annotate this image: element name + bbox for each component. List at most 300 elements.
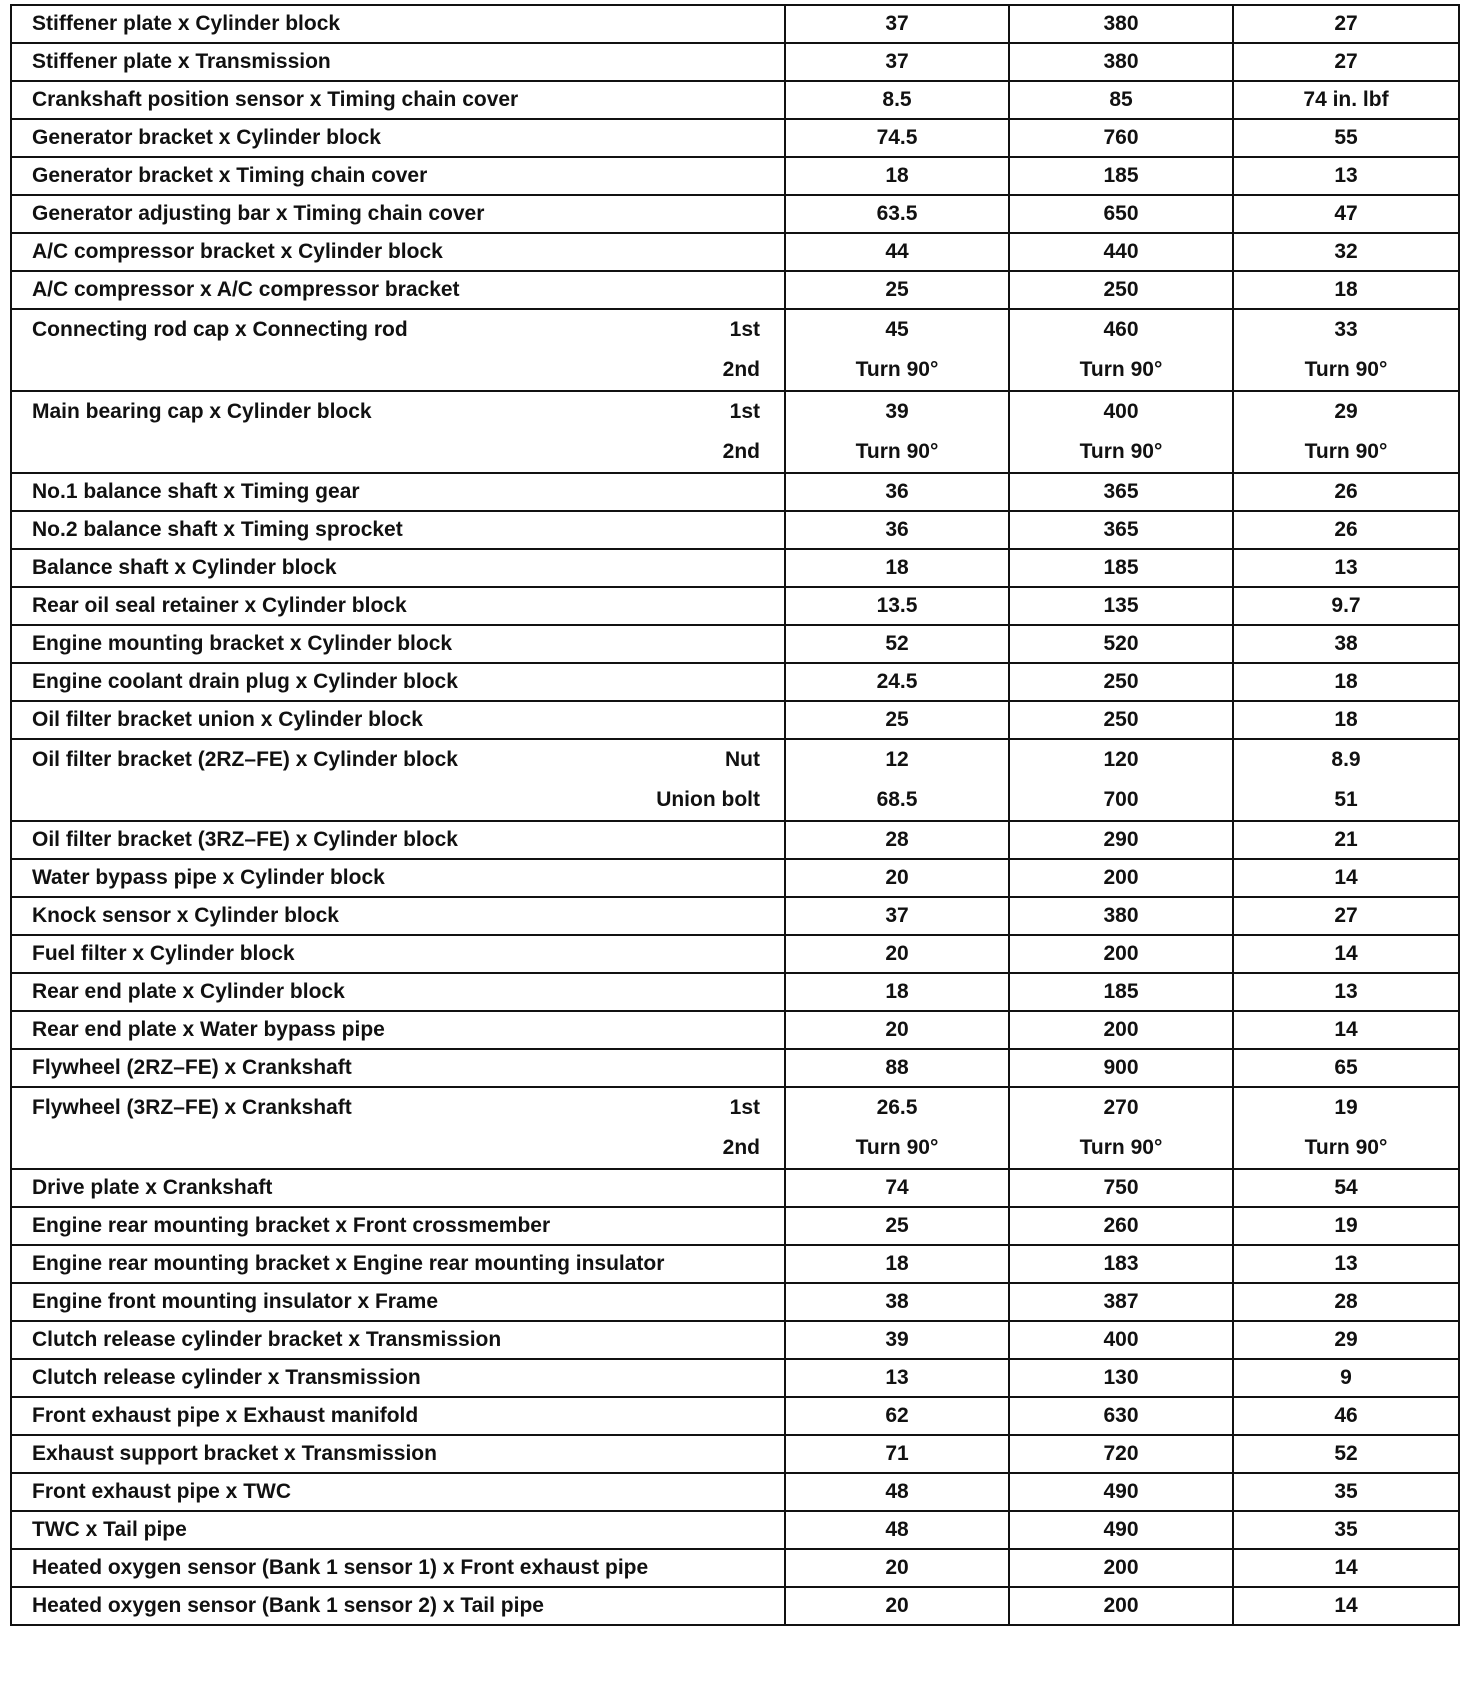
value-nm: 62 [885, 1404, 909, 1427]
part-name: Flywheel (2RZ–FE) x Crankshaft [32, 1056, 352, 1079]
value-kgfcm: 200 [1103, 866, 1139, 889]
value-nm: 13.5 [876, 594, 918, 617]
value-cell-nm [785, 1087, 1009, 1169]
part-cell [11, 511, 785, 549]
value-cell-nm [785, 195, 1009, 233]
table-row [11, 821, 1459, 859]
value-cell-kgfcm [1009, 5, 1233, 43]
table-row [11, 1397, 1459, 1435]
part-name: Rear end plate x Cylinder block [32, 980, 345, 1003]
value-nm: Turn 90° [855, 358, 939, 381]
value-cell-nm [785, 587, 1009, 625]
part-name: Generator adjusting bar x Timing chain cover [32, 202, 485, 225]
value-ftlbf: 29 [1334, 400, 1358, 423]
torque-table-body [11, 5, 1459, 1625]
value-kgfcm: Turn 90° [1079, 358, 1163, 381]
value-cell-ftlbf [1233, 663, 1459, 701]
value-cell-ftlbf [1233, 859, 1459, 897]
value-kgfcm: 490 [1103, 1518, 1139, 1541]
value-ftlbf: 13 [1334, 556, 1358, 579]
table-row [11, 391, 1459, 473]
value-cell-nm [785, 935, 1009, 973]
value-nm: 48 [885, 1480, 909, 1503]
value-nm: 71 [885, 1442, 909, 1465]
value-cell-kgfcm [1009, 625, 1233, 663]
value-kgfcm: 440 [1103, 240, 1139, 263]
value-cell-nm [785, 43, 1009, 81]
value-cell-kgfcm [1009, 195, 1233, 233]
part-name: A/C compressor x A/C compressor bracket [32, 278, 460, 301]
table-row [11, 1549, 1459, 1587]
value-ftlbf: 9.7 [1331, 594, 1361, 617]
value-cell-nm [785, 1587, 1009, 1625]
value-nm: 20 [885, 1556, 909, 1579]
value-ftlbf: 47 [1334, 202, 1358, 225]
part-name: Engine rear mounting bracket x Engine rear mounting insulator [32, 1252, 665, 1275]
value-cell-kgfcm [1009, 1549, 1233, 1587]
table-row [11, 1245, 1459, 1283]
value-cell-ftlbf [1233, 119, 1459, 157]
part-name: Heated oxygen sensor (Bank 1 sensor 2) x Tail pipe [32, 1594, 544, 1617]
value-nm: 25 [885, 708, 909, 731]
table-row [11, 1359, 1459, 1397]
table-row [11, 5, 1459, 43]
value-ftlbf: Turn 90° [1304, 440, 1388, 463]
value-cell-ftlbf [1233, 1511, 1459, 1549]
value-cell-nm [785, 859, 1009, 897]
value-kgfcm: 520 [1103, 632, 1139, 655]
value-cell-nm [785, 157, 1009, 195]
value-nm: 13 [885, 1366, 909, 1389]
part-cell [11, 1359, 785, 1397]
value-ftlbf: 8.9 [1331, 748, 1361, 771]
part-name: Generator bracket x Timing chain cover [32, 164, 428, 187]
value-ftlbf: 19 [1334, 1214, 1358, 1237]
value-nm: 8.5 [882, 88, 912, 111]
table-row [11, 1011, 1459, 1049]
part-cell [11, 309, 785, 391]
value-cell-kgfcm [1009, 271, 1233, 309]
value-nm: 28 [885, 828, 909, 851]
value-cell-ftlbf [1233, 473, 1459, 511]
part-cell [11, 1587, 785, 1625]
part-name: Generator bracket x Cylinder block [32, 126, 381, 149]
value-nm: 45 [885, 318, 909, 341]
value-ftlbf: 28 [1334, 1290, 1358, 1313]
value-cell-nm [785, 1397, 1009, 1435]
table-row [11, 739, 1459, 821]
step-label: 1st [729, 1096, 760, 1119]
value-cell-kgfcm [1009, 1245, 1233, 1283]
part-cell [11, 1435, 785, 1473]
table-row [11, 157, 1459, 195]
value-ftlbf: 33 [1334, 318, 1358, 341]
step-label: 1st [729, 318, 760, 341]
value-cell-ftlbf [1233, 821, 1459, 859]
value-cell-nm [785, 1435, 1009, 1473]
part-name: Connecting rod cap x Connecting rod [32, 318, 408, 341]
value-ftlbf: 27 [1334, 12, 1358, 35]
value-kgfcm: 700 [1103, 788, 1139, 811]
value-kgfcm: 270 [1103, 1096, 1139, 1119]
part-cell [11, 549, 785, 587]
part-name: Stiffener plate x Cylinder block [32, 12, 341, 35]
value-kgfcm: 183 [1103, 1252, 1139, 1275]
value-kgfcm: 185 [1103, 980, 1139, 1003]
value-cell-nm [785, 271, 1009, 309]
value-cell-kgfcm [1009, 1207, 1233, 1245]
value-cell-nm [785, 81, 1009, 119]
part-cell [11, 1397, 785, 1435]
value-cell-kgfcm [1009, 935, 1233, 973]
value-nm: 36 [885, 480, 909, 503]
part-name: Knock sensor x Cylinder block [32, 904, 339, 927]
value-cell-ftlbf [1233, 1435, 1459, 1473]
table-row [11, 1473, 1459, 1511]
part-name: No.1 balance shaft x Timing gear [32, 480, 360, 503]
table-row [11, 43, 1459, 81]
value-nm: 25 [885, 1214, 909, 1237]
value-ftlbf: 27 [1334, 50, 1358, 73]
value-cell-kgfcm [1009, 897, 1233, 935]
value-nm: 24.5 [876, 670, 918, 693]
value-kgfcm: 380 [1103, 12, 1139, 35]
part-cell [11, 1207, 785, 1245]
part-cell [11, 391, 785, 473]
table-row [11, 935, 1459, 973]
value-ftlbf: 26 [1334, 480, 1358, 503]
value-cell-nm [785, 1321, 1009, 1359]
value-ftlbf: 35 [1334, 1518, 1358, 1541]
part-name: No.2 balance shaft x Timing sprocket [32, 518, 403, 541]
value-ftlbf: 46 [1334, 1404, 1358, 1427]
value-nm: 39 [885, 400, 909, 423]
part-cell [11, 625, 785, 663]
table-row [11, 1169, 1459, 1207]
value-cell-kgfcm [1009, 233, 1233, 271]
value-cell-ftlbf [1233, 1011, 1459, 1049]
part-cell [11, 663, 785, 701]
value-cell-nm [785, 1245, 1009, 1283]
value-cell-kgfcm [1009, 739, 1233, 821]
value-cell-ftlbf [1233, 43, 1459, 81]
part-name: Rear oil seal retainer x Cylinder block [32, 594, 407, 617]
value-kgfcm: 380 [1103, 904, 1139, 927]
value-kgfcm: 250 [1103, 708, 1139, 731]
value-cell-nm [785, 1549, 1009, 1587]
value-ftlbf: 18 [1334, 708, 1358, 731]
value-ftlbf: 32 [1334, 240, 1358, 263]
table-row [11, 625, 1459, 663]
value-cell-ftlbf [1233, 1087, 1459, 1169]
value-cell-ftlbf [1233, 1359, 1459, 1397]
value-cell-kgfcm [1009, 309, 1233, 391]
part-cell [11, 43, 785, 81]
value-cell-kgfcm [1009, 391, 1233, 473]
value-ftlbf: 35 [1334, 1480, 1358, 1503]
value-cell-kgfcm [1009, 973, 1233, 1011]
table-row [11, 233, 1459, 271]
value-cell-nm [785, 1169, 1009, 1207]
value-kgfcm: 185 [1103, 556, 1139, 579]
value-cell-ftlbf [1233, 1169, 1459, 1207]
part-name: Drive plate x Crankshaft [32, 1176, 273, 1199]
value-cell-nm [785, 1473, 1009, 1511]
part-name: Crankshaft position sensor x Timing chain cover [32, 88, 519, 111]
part-cell [11, 1245, 785, 1283]
table-row [11, 549, 1459, 587]
value-nm: 39 [885, 1328, 909, 1351]
step-label: 2nd [722, 440, 760, 463]
value-cell-ftlbf [1233, 739, 1459, 821]
value-nm: 38 [885, 1290, 909, 1313]
value-cell-nm [785, 1011, 1009, 1049]
table-row [11, 663, 1459, 701]
value-kgfcm: 250 [1103, 278, 1139, 301]
value-ftlbf: 13 [1334, 164, 1358, 187]
part-cell [11, 1473, 785, 1511]
table-row [11, 1587, 1459, 1625]
value-cell-nm [785, 511, 1009, 549]
value-cell-nm [785, 549, 1009, 587]
value-ftlbf: 38 [1334, 632, 1358, 655]
value-kgfcm: 185 [1103, 164, 1139, 187]
value-nm: 48 [885, 1518, 909, 1541]
value-cell-ftlbf [1233, 1587, 1459, 1625]
value-cell-ftlbf [1233, 1397, 1459, 1435]
part-cell [11, 157, 785, 195]
value-cell-kgfcm [1009, 1283, 1233, 1321]
value-ftlbf: 14 [1334, 1556, 1358, 1579]
part-name: Flywheel (3RZ–FE) x Crankshaft [32, 1096, 352, 1119]
part-cell [11, 859, 785, 897]
value-kgfcm: 400 [1103, 400, 1139, 423]
value-ftlbf: 27 [1334, 904, 1358, 927]
value-kgfcm: 200 [1103, 1018, 1139, 1041]
value-ftlbf: 14 [1334, 1594, 1358, 1617]
value-kgfcm: 365 [1103, 518, 1139, 541]
value-ftlbf: 18 [1334, 278, 1358, 301]
value-ftlbf: 18 [1334, 670, 1358, 693]
step-label: 1st [729, 400, 760, 423]
value-cell-kgfcm [1009, 1011, 1233, 1049]
value-nm: 12 [885, 748, 909, 771]
part-cell [11, 973, 785, 1011]
value-cell-nm [785, 1283, 1009, 1321]
table-row [11, 1435, 1459, 1473]
value-cell-kgfcm [1009, 859, 1233, 897]
part-cell [11, 5, 785, 43]
table-row [11, 473, 1459, 511]
part-cell [11, 81, 785, 119]
value-nm: 20 [885, 1594, 909, 1617]
value-cell-nm [785, 473, 1009, 511]
value-kgfcm: 750 [1103, 1176, 1139, 1199]
value-cell-ftlbf [1233, 625, 1459, 663]
table-row [11, 1321, 1459, 1359]
value-cell-nm [785, 739, 1009, 821]
part-name: Water bypass pipe x Cylinder block [32, 866, 385, 889]
value-ftlbf: 14 [1334, 866, 1358, 889]
part-cell [11, 897, 785, 935]
part-cell [11, 1511, 785, 1549]
value-nm: 18 [885, 556, 909, 579]
value-ftlbf: Turn 90° [1304, 358, 1388, 381]
table-row [11, 973, 1459, 1011]
value-cell-ftlbf [1233, 587, 1459, 625]
value-cell-kgfcm [1009, 549, 1233, 587]
value-ftlbf: 9 [1340, 1366, 1352, 1389]
table-row [11, 195, 1459, 233]
value-cell-ftlbf [1233, 1283, 1459, 1321]
value-cell-nm [785, 1359, 1009, 1397]
value-nm: 20 [885, 942, 909, 965]
part-name: Clutch release cylinder bracket x Transmission [32, 1328, 502, 1351]
value-nm: 68.5 [876, 788, 918, 811]
part-name: A/C compressor bracket x Cylinder block [32, 240, 443, 263]
part-cell [11, 119, 785, 157]
value-cell-kgfcm [1009, 43, 1233, 81]
value-nm: 20 [885, 866, 909, 889]
part-cell [11, 1049, 785, 1087]
value-ftlbf: 54 [1334, 1176, 1358, 1199]
part-name: Main bearing cap x Cylinder block [32, 400, 372, 423]
table-row [11, 511, 1459, 549]
value-cell-kgfcm [1009, 587, 1233, 625]
part-name: Engine front mounting insulator x Frame [32, 1290, 439, 1313]
value-ftlbf: 51 [1334, 788, 1358, 811]
value-cell-ftlbf [1233, 1245, 1459, 1283]
value-cell-ftlbf [1233, 309, 1459, 391]
part-cell [11, 1283, 785, 1321]
table-row [11, 897, 1459, 935]
value-cell-kgfcm [1009, 1511, 1233, 1549]
value-kgfcm: 630 [1103, 1404, 1139, 1427]
part-cell [11, 271, 785, 309]
value-cell-nm [785, 701, 1009, 739]
value-cell-ftlbf [1233, 549, 1459, 587]
value-kgfcm: Turn 90° [1079, 440, 1163, 463]
value-kgfcm: 200 [1103, 1556, 1139, 1579]
value-nm: 52 [885, 632, 909, 655]
table-row [11, 1207, 1459, 1245]
part-name: Stiffener plate x Transmission [32, 50, 331, 73]
part-name: Engine coolant drain plug x Cylinder block [32, 670, 458, 693]
value-cell-kgfcm [1009, 701, 1233, 739]
value-cell-ftlbf [1233, 5, 1459, 43]
value-cell-ftlbf [1233, 897, 1459, 935]
value-kgfcm: 290 [1103, 828, 1139, 851]
value-kgfcm: 650 [1103, 202, 1139, 225]
part-cell [11, 1321, 785, 1359]
step-label: 2nd [722, 1136, 760, 1159]
value-cell-nm [785, 973, 1009, 1011]
value-cell-nm [785, 5, 1009, 43]
part-cell [11, 701, 785, 739]
value-nm: 88 [885, 1056, 909, 1079]
value-cell-ftlbf [1233, 81, 1459, 119]
value-ftlbf: 26 [1334, 518, 1358, 541]
step-label: Union bolt [656, 788, 760, 811]
value-kgfcm: 200 [1103, 942, 1139, 965]
torque-specification-table [10, 4, 1460, 1626]
value-nm: 74.5 [876, 126, 918, 149]
value-ftlbf: 19 [1334, 1096, 1358, 1119]
value-cell-nm [785, 1207, 1009, 1245]
value-cell-kgfcm [1009, 1587, 1233, 1625]
value-cell-kgfcm [1009, 1473, 1233, 1511]
value-cell-nm [785, 119, 1009, 157]
part-cell [11, 821, 785, 859]
step-label: Nut [725, 748, 760, 771]
table-row [11, 1087, 1459, 1169]
part-cell [11, 1549, 785, 1587]
value-kgfcm: 120 [1103, 748, 1139, 771]
value-cell-ftlbf [1233, 1321, 1459, 1359]
value-nm: 44 [885, 240, 909, 263]
value-cell-ftlbf [1233, 1549, 1459, 1587]
value-kgfcm: 460 [1103, 318, 1139, 341]
value-cell-nm [785, 663, 1009, 701]
value-nm: 36 [885, 518, 909, 541]
step-label: 2nd [722, 358, 760, 381]
part-cell [11, 473, 785, 511]
value-nm: Turn 90° [855, 440, 939, 463]
value-kgfcm: 200 [1103, 1594, 1139, 1617]
value-cell-kgfcm [1009, 511, 1233, 549]
part-cell [11, 233, 785, 271]
value-ftlbf: 29 [1334, 1328, 1358, 1351]
value-cell-kgfcm [1009, 1359, 1233, 1397]
value-cell-ftlbf [1233, 1207, 1459, 1245]
part-name: Rear end plate x Water bypass pipe [32, 1018, 385, 1041]
value-ftlbf: 14 [1334, 1018, 1358, 1041]
part-name: Engine rear mounting bracket x Front crossmember [32, 1214, 551, 1237]
value-cell-nm [785, 309, 1009, 391]
value-ftlbf: 21 [1334, 828, 1358, 851]
value-ftlbf: Turn 90° [1304, 1136, 1388, 1159]
value-nm: 26.5 [876, 1096, 918, 1119]
part-name: Engine mounting bracket x Cylinder block [32, 632, 453, 655]
value-cell-kgfcm [1009, 1321, 1233, 1359]
table-row [11, 701, 1459, 739]
value-cell-kgfcm [1009, 157, 1233, 195]
table-row [11, 587, 1459, 625]
part-cell [11, 739, 785, 821]
value-cell-kgfcm [1009, 81, 1233, 119]
value-kgfcm: 720 [1103, 1442, 1139, 1465]
value-cell-ftlbf [1233, 973, 1459, 1011]
value-cell-ftlbf [1233, 157, 1459, 195]
value-kgfcm: 490 [1103, 1480, 1139, 1503]
value-cell-ftlbf [1233, 1473, 1459, 1511]
value-ftlbf: 14 [1334, 942, 1358, 965]
value-cell-ftlbf [1233, 195, 1459, 233]
value-kgfcm: Turn 90° [1079, 1136, 1163, 1159]
value-nm: 74 [885, 1176, 909, 1199]
value-ftlbf: 55 [1334, 126, 1358, 149]
value-kgfcm: 250 [1103, 670, 1139, 693]
value-cell-kgfcm [1009, 1169, 1233, 1207]
value-nm: 37 [885, 12, 909, 35]
value-cell-ftlbf [1233, 1049, 1459, 1087]
table-row [11, 81, 1459, 119]
value-kgfcm: 365 [1103, 480, 1139, 503]
value-kgfcm: 135 [1103, 594, 1139, 617]
value-cell-kgfcm [1009, 1397, 1233, 1435]
value-nm: 18 [885, 164, 909, 187]
value-nm: 18 [885, 1252, 909, 1275]
